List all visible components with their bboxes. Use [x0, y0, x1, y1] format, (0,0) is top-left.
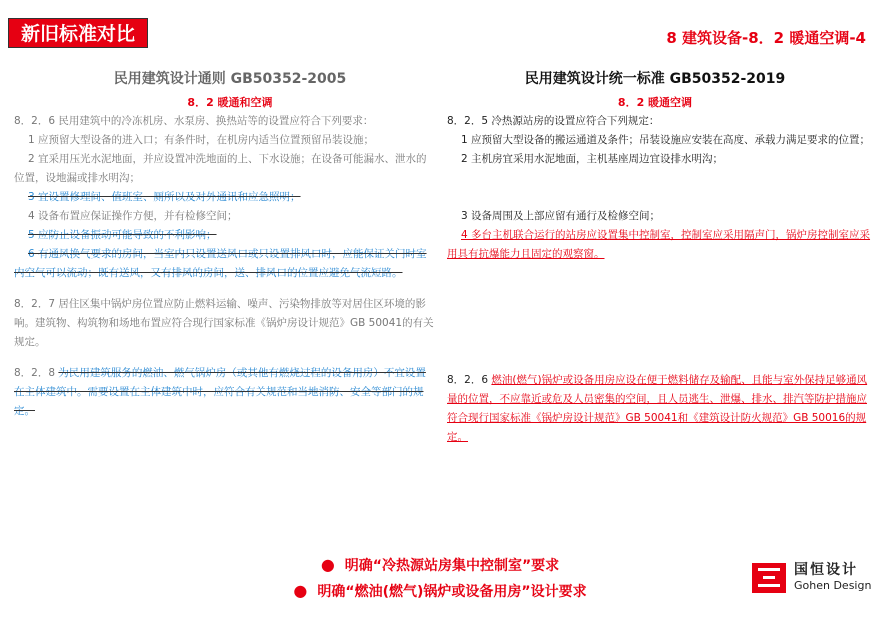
- clause-number: 8．2．6: [447, 374, 492, 386]
- added-item: 4 多台主机联合运行的站房应设置集中控制室，控制室应采用隔声门，锅炉房控制室应采用具有抗爆能力且固定的观察窗。: [447, 229, 871, 260]
- clause-number: 8．2．8: [14, 367, 59, 379]
- new-section-title: 8．2 暖通空调: [617, 96, 693, 109]
- clause-item: 4 设备布置应保证操作方便，并有检修空间；: [28, 210, 238, 222]
- clause: 8．2．7 居住区集中锅炉房位置应防止燃料运输、噪声、污染物排放等对居住区环境的影响。建筑物、构筑物和场地布置应符合现行国家标准《锅炉房设计规范》GB 50041的有关规定。: [14, 298, 434, 348]
- bullet-icon: ●: [320, 555, 335, 574]
- added-clause: 燃油(燃气)锅炉或设备用房应设在便于燃料储存及输配、且能与室外保持足够通风量的位置，不应靠近或危及人员密集的空间，且人员逃生、泄爆、排水、排汽等防护措施应符合现行国家标准《锅炉房设计规范》GB 50041和《建筑设计防火规范》GB 50016的规定。: [447, 374, 868, 443]
- clause-item: 2 主机房宜采用水泥地面，主机基座周边宜设排水明沟；: [461, 153, 724, 165]
- summary-bullet: ● 明确“冷热源站房集中控制室”要求: [320, 555, 560, 574]
- old-section-title: 8．2 暖通和空调: [187, 96, 273, 109]
- logo-mark-icon: [752, 563, 786, 593]
- clause-item: 1 应预留大型设备的进入口；有条件时，在机房内适当位置预留吊装设施；: [28, 134, 375, 146]
- logo-name-en: Gohen Design: [794, 579, 872, 592]
- company-logo: [752, 563, 871, 593]
- clause-item: 1 应预留大型设备的搬运通道及条件；吊装设施应安装在高度、承载力满足要求的位置；: [461, 134, 871, 146]
- deleted-item: 5 应防止设备振动可能导致的不利影响；: [28, 229, 217, 241]
- new-standard-title: 民用建筑设计统一标准 GB50352-2019: [524, 71, 786, 87]
- old-standard-text: [14, 112, 434, 421]
- deleted-item: 6 有通风换气要求的房间，当室内只设置送风口或只设置排风口时，应能保证关门时室内空气可以流动；既有送风，又有排风的房间，送、排风口的位置应避免气流短路。: [14, 248, 427, 279]
- bullet-icon: ●: [293, 581, 308, 600]
- page-title: 新旧标准对比: [8, 18, 148, 48]
- deleted-clause: 为民用建筑服务的燃油、燃气锅炉房（或其他有燃烧过程的设备用房）不宜设置在主体建筑中。需要设置在主体建筑中时，应符合有关规范和当地消防、安全等部门的规定。: [14, 367, 426, 417]
- clause-item: 2 宜采用压光水泥地面，并应设置冲洗地面的上、下水设施；在设备可能漏水、泄水的位置，设地漏或排水明沟；: [14, 153, 427, 184]
- clause-item: 3 设备周围及上部应留有通行及检修空间；: [461, 210, 661, 222]
- chapter-label: 8 建筑设备-8．2 暖通空调-4: [666, 29, 866, 47]
- old-standard-title: 民用建筑设计通则 GB50352-2005: [113, 71, 347, 87]
- summary-bullet: ● 明确“燃油(燃气)锅炉或设备用房”设计要求: [293, 581, 587, 600]
- deleted-item: 3 宜设置修理间、值班室、厕所以及对外通讯和应急照明；: [28, 191, 301, 203]
- new-standard-text: [447, 112, 872, 447]
- clause: 8．2．6 民用建筑中的冷冻机房、水泵房、换热站等的设置应符合下列要求：: [14, 115, 374, 127]
- logo-name-cn: 国恒设计: [794, 562, 858, 578]
- clause: 8．2．5 冷热源站房的设置应符合下列规定：: [447, 115, 660, 127]
